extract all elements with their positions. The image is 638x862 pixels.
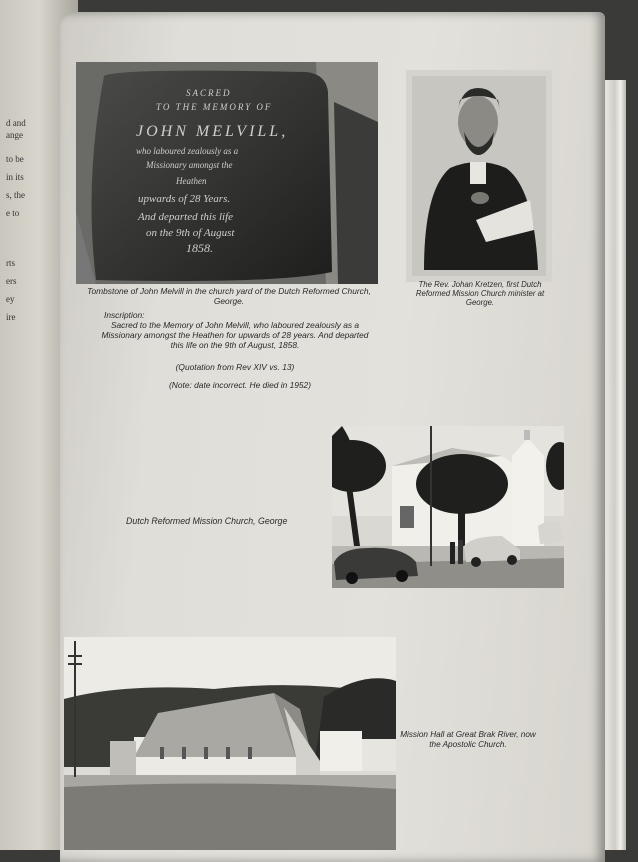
inscription-text: Sacred to the Memory of John Melvill, who laboured zealously as a Missionary amongst the Heathen for upwards of 28 years. And departed this life on the 9th of August, 1858. <box>101 320 369 350</box>
portrait-photo <box>406 70 552 282</box>
portrait-caption: The Rev. Johan Kretzen, first Dutch Reformed Mission Church minister at George. <box>415 280 545 307</box>
tombstone-caption: Tombstone of John Melvill in the church yard of the Dutch Reformed Church, George. <box>87 286 371 306</box>
church-photo <box>332 426 564 588</box>
text-fragment: ange <box>6 130 23 140</box>
church-caption: Dutch Reformed Mission Church, George <box>126 516 288 526</box>
svg-text:who laboured zealously as a: who laboured zealously as a <box>136 146 239 156</box>
text-fragment: to be <box>6 154 24 164</box>
quotation-ref: (Quotation from Rev XIV vs. 13) <box>175 362 295 372</box>
inscription-label: Inscription: <box>104 310 145 320</box>
svg-text:upwards of 28 Years.: upwards of 28 Years. <box>138 193 231 205</box>
text-fragment: e to <box>6 208 20 218</box>
text-fragment: ey <box>6 294 15 304</box>
svg-text:TO THE MEMORY OF: TO THE MEMORY OF <box>156 102 273 112</box>
svg-text:Missionary amongst the: Missionary amongst the <box>146 160 233 170</box>
svg-text:on the 9th of August: on the 9th of August <box>146 227 235 239</box>
svg-text:SACRED: SACRED <box>186 88 232 98</box>
date-note: (Note: date incorrect. He died in 1952) <box>169 380 311 390</box>
text-fragment: s, the <box>6 190 25 200</box>
text-fragment: ire <box>6 312 16 322</box>
text-fragment: ers <box>6 276 17 286</box>
text-fragment: d and <box>6 118 26 128</box>
tombstone-photo <box>76 62 378 284</box>
text-fragment: in its <box>6 172 24 182</box>
svg-text:Heathen: Heathen <box>176 176 207 186</box>
svg-text:JOHN MELVILL,: JOHN MELVILL, <box>136 123 289 140</box>
svg-text:And departed this life: And departed this life <box>138 211 234 223</box>
mission-hall-caption: Mission Hall at Great Brak River, now the Apostolic Church. <box>400 730 536 749</box>
svg-text:1858.: 1858. <box>186 241 213 255</box>
mission-hall-photo <box>64 637 396 850</box>
text-fragment: rts <box>6 258 15 268</box>
